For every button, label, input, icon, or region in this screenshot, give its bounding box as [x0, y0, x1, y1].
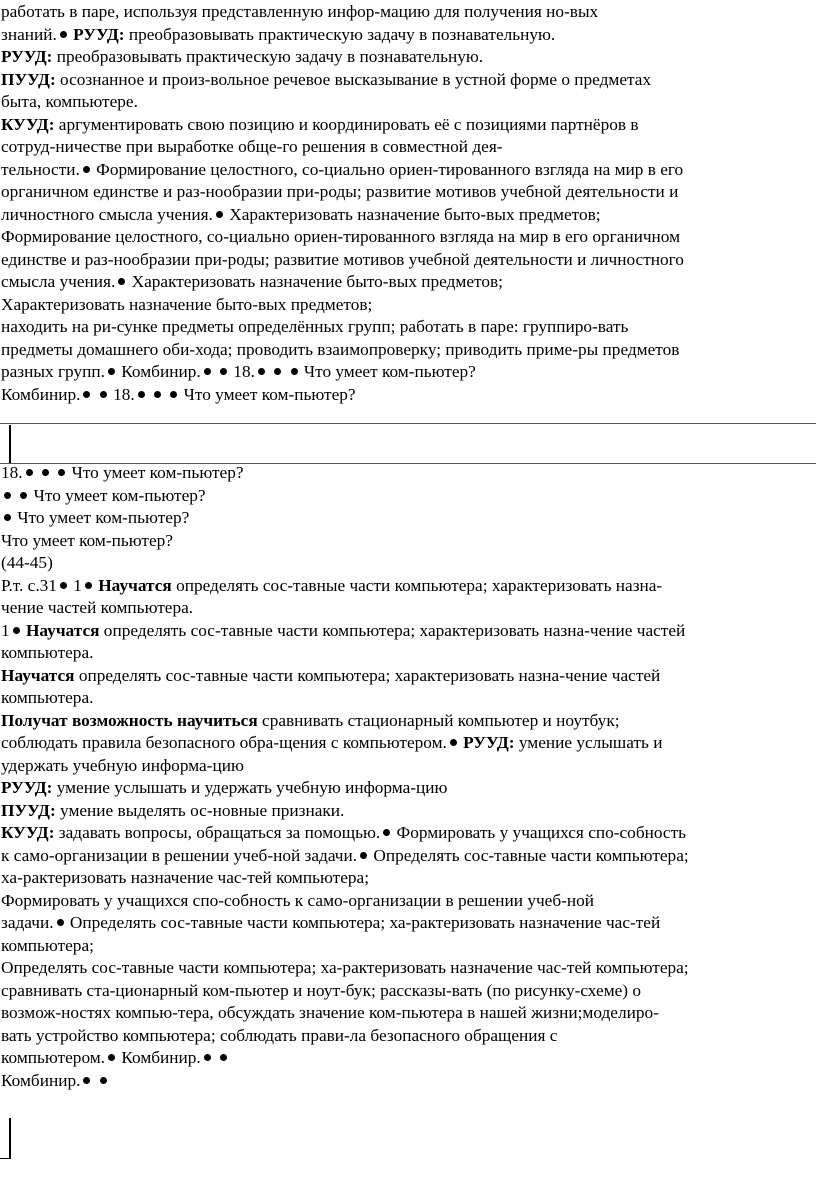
text-line — [1, 226, 813, 249]
text-line — [1, 687, 813, 710]
bullet-icon — [204, 368, 211, 375]
text-block-top — [1, 1, 813, 406]
text-run: задавать вопросы, обращаться за помощью. — [54, 823, 381, 842]
text-run: 18. — [1, 463, 23, 482]
text-run: 18. — [228, 362, 255, 381]
text-run: осознанное и произ-вольное речевое высказывание в устной форме о предметах — [55, 69, 652, 89]
text-run: Что умеет ком-пьютер? — [179, 384, 356, 404]
bullet-icon — [108, 368, 115, 375]
text-block-main — [1, 462, 813, 1092]
text-run: возмож-ностях компью-тера, обсуждать значение ком-пьютера в нашей жизни;моделиро- — [1, 1003, 659, 1022]
text-run: Комбинир. — [1, 1070, 81, 1090]
text-line — [1, 294, 813, 317]
text-run: компьютера. — [1, 688, 94, 707]
bullet-icon — [100, 1077, 107, 1084]
text-run: компьютера; — [1, 935, 94, 955]
table-rule-end — [0, 1158, 11, 1159]
text-line — [1, 204, 813, 227]
bullet-icon — [204, 1054, 211, 1061]
text-run: Что умеет ком-пьютер? — [299, 362, 476, 381]
text-line — [1, 665, 813, 688]
text-line — [1, 316, 813, 339]
text-line — [1, 1025, 813, 1048]
text-run: Формировать у учащихся спо-собность к само-организации в решении учеб-ной — [1, 890, 595, 910]
bullet-icon — [258, 368, 265, 375]
bold-label: РУУД: — [463, 733, 515, 752]
text-run: Р.т. с.31 — [1, 575, 57, 595]
bullet-icon — [154, 391, 161, 398]
text-run: Комбинир. — [117, 1048, 201, 1067]
bullet-icon — [4, 492, 11, 499]
text-run: сравнивать стационарный компьютер и ноутбук; — [257, 710, 620, 730]
text-run: Что умеет ком-пьютер? — [1, 530, 173, 550]
bullet-icon — [4, 514, 11, 521]
text-run: разных групп. — [1, 362, 105, 381]
text-line — [1, 890, 813, 913]
text-run: (44-45) — [1, 553, 53, 572]
bullet-icon — [118, 278, 125, 285]
text-line — [1, 822, 813, 845]
table-rule-top — [0, 423, 816, 424]
text-run: 1 — [68, 575, 82, 595]
text-run — [283, 362, 287, 381]
text-run: сравнивать ста-ционарный ком-пьютер и ноут-бук; рассказы-вать (по рисунку-схеме) о — [1, 980, 642, 1000]
text-run — [267, 362, 271, 381]
text-run: преобразовывать практическую задачу в познавательную. — [52, 47, 484, 66]
text-line — [1, 1047, 813, 1070]
table-cell-border — [9, 425, 11, 463]
text-run: определять сос-тавные части компьютера; характеризовать назна-чение частей — [99, 620, 686, 640]
text-line — [1, 935, 813, 958]
bullet-icon — [216, 211, 223, 218]
text-line — [1, 271, 813, 294]
text-line — [1, 1070, 813, 1093]
text-run: чение частей компьютера. — [1, 598, 194, 617]
text-run: работать в паре, используя представленную инфор-мацию для получения но-вых — [1, 2, 599, 21]
bullet-icon — [383, 829, 390, 836]
text-run: предметы домашнего оби-хода; проводить взаимопроверку; приводить приме-ры предметов — [1, 339, 680, 359]
text-run — [213, 362, 217, 381]
text-line — [1, 159, 813, 182]
text-run — [213, 1048, 217, 1067]
text-run: 18. — [108, 384, 135, 404]
text-run: единстве и раз-нообразии при-роды; развитие мотивов учебной деятельности и личностного — [1, 249, 684, 269]
bullet-icon — [450, 739, 457, 746]
text-run: Характеризовать назначение быто-вых предметов; — [224, 204, 601, 224]
text-run — [51, 463, 55, 482]
text-run: преобразовывать практическую задачу в познавательную. — [124, 24, 556, 44]
bold-label: ПУУД: — [1, 800, 56, 820]
text-line — [1, 507, 813, 530]
text-run: смысла учения. — [1, 272, 116, 291]
text-run: находить на ри-сунке предметы определённых групп; работать в паре: группиро-вать — [1, 317, 629, 336]
text-line — [1, 361, 813, 384]
text-run — [92, 385, 96, 404]
text-run: Комбинир. — [1, 384, 81, 404]
text-line — [1, 1002, 813, 1025]
bold-label: Научатся — [25, 620, 100, 640]
text-line — [1, 620, 813, 643]
text-run: умение выделять ос-новные признаки. — [55, 800, 345, 820]
text-line — [1, 575, 813, 598]
text-run: к само-организации в решении учеб-ной задачи. — [1, 845, 358, 865]
text-run: Определять сос-тавные части компьютера; — [369, 845, 689, 865]
text-line — [1, 732, 813, 755]
text-line — [1, 912, 813, 935]
bullet-icon — [13, 627, 20, 634]
text-run: сотруд-ничестве при выработке обще-го решения в совместной дея- — [1, 137, 503, 156]
bullet-icon — [83, 391, 90, 398]
text-run — [92, 1071, 96, 1090]
bullet-icon — [60, 31, 67, 38]
text-run — [147, 385, 151, 404]
text-line — [1, 530, 813, 553]
bullet-icon — [220, 1054, 227, 1061]
text-line — [1, 485, 813, 508]
text-line — [1, 597, 813, 620]
text-line — [1, 642, 813, 665]
text-line — [1, 777, 813, 800]
text-line — [1, 1, 813, 24]
text-line — [1, 980, 813, 1003]
table-cell-border-bottom — [9, 1118, 11, 1158]
text-run: определять сос-тавные части компьютера; характеризовать назна- — [171, 575, 663, 595]
text-run: тельности. — [1, 159, 80, 179]
text-line — [1, 710, 813, 733]
text-run: задачи. — [1, 913, 54, 932]
text-line — [1, 339, 813, 362]
bullet-icon — [57, 919, 64, 926]
text-run: Что умеет ком-пьютер? — [67, 463, 244, 482]
text-line — [1, 552, 813, 575]
bold-label: Научатся — [1, 665, 75, 685]
text-run: Характеризовать назначение быто-вых предметов; — [1, 294, 373, 314]
text-line — [1, 91, 813, 114]
text-run: вать устройство компьютера; соблюдать прави-ла безопасного обращения с — [1, 1025, 558, 1045]
bold-label: РУУД: — [1, 47, 53, 66]
text-run: Формировать у учащихся спо-собность — [392, 823, 687, 842]
text-line — [1, 462, 813, 485]
bullet-icon — [138, 391, 145, 398]
text-run: Комбинир. — [116, 362, 201, 381]
text-line — [1, 114, 813, 137]
text-line — [1, 384, 813, 407]
text-run — [35, 463, 39, 482]
text-run: аргументировать свою позицию и координировать её с позициями партнёров в — [54, 114, 639, 134]
text-run: компьютера. — [1, 643, 94, 662]
text-line — [1, 24, 813, 47]
bullet-icon — [85, 582, 92, 589]
text-run: умение услышать и — [514, 733, 663, 752]
text-line — [1, 800, 813, 823]
text-run: ха-рактеризовать назначение час-тей компьютера; — [1, 868, 370, 887]
text-line — [1, 845, 813, 868]
text-run: определять сос-тавные части компьютера; характеризовать назна-чение частей — [74, 665, 661, 685]
text-run — [13, 486, 17, 505]
bullet-icon — [58, 469, 65, 476]
text-run: Что умеет ком-пьютер? — [29, 485, 206, 505]
bold-label: КУУД: — [1, 114, 55, 134]
text-run: личностного смысла учения. — [1, 204, 213, 224]
bold-label: Получат возможность научиться — [1, 710, 258, 730]
bullet-icon — [170, 391, 177, 398]
bullet-icon — [83, 166, 90, 173]
text-run: удержать учебную информа-цию — [1, 755, 244, 775]
bullet-icon — [26, 469, 33, 476]
text-line — [1, 136, 813, 159]
text-run: органичном единстве и раз-нообразии при-роды; развитие мотивов учебной деятельности и — [1, 182, 679, 201]
text-run: Определять сос-тавные части компьютера; ха-рактеризовать назначение час-тей — [65, 913, 661, 932]
text-run: соблюдать правила безопасного обра-щения с компьютером. — [1, 733, 447, 752]
bold-label: РУУД: — [1, 778, 53, 797]
text-run: Характеризовать назначение быто-вых предметов; — [127, 272, 503, 291]
text-run: Формирование целостного, со-циально ориен-тированного взгляда на мир в его — [91, 159, 684, 179]
bullet-icon — [60, 582, 67, 589]
bold-label: Научатся — [98, 575, 172, 595]
bullet-icon — [291, 368, 298, 375]
bullet-icon — [220, 368, 227, 375]
text-line — [1, 181, 813, 204]
text-line — [1, 755, 813, 778]
text-run: Что умеет ком-пьютер? — [13, 508, 190, 527]
text-line — [1, 46, 813, 69]
bold-label: РУУД: — [73, 24, 125, 44]
text-run: Формирование целостного, со-циально ориен-тированного взгляда на мир в его органичном — [1, 227, 681, 246]
text-line — [1, 867, 813, 890]
bullet-icon — [83, 1077, 90, 1084]
text-run: компьютером. — [1, 1048, 106, 1067]
text-run: знаний. — [1, 24, 57, 44]
bullet-icon — [20, 492, 27, 499]
text-run: быта, компьютере. — [1, 92, 138, 111]
text-line — [1, 249, 813, 272]
bullet-icon — [108, 1054, 115, 1061]
bold-label: КУУД: — [1, 823, 55, 842]
bullet-icon — [360, 852, 367, 859]
text-run: Определять сос-тавные части компьютера; ха-рактеризовать назначение час-тей компьютера; — [1, 958, 689, 977]
text-line — [1, 69, 813, 92]
text-run — [163, 385, 167, 404]
bold-label: ПУУД: — [1, 69, 56, 89]
text-line — [1, 957, 813, 980]
text-run: умение услышать и удержать учебную информа-цию — [52, 778, 448, 797]
text-run: 1 — [1, 620, 10, 640]
bullet-icon — [274, 368, 281, 375]
bullet-icon — [42, 469, 49, 476]
bullet-icon — [100, 391, 107, 398]
